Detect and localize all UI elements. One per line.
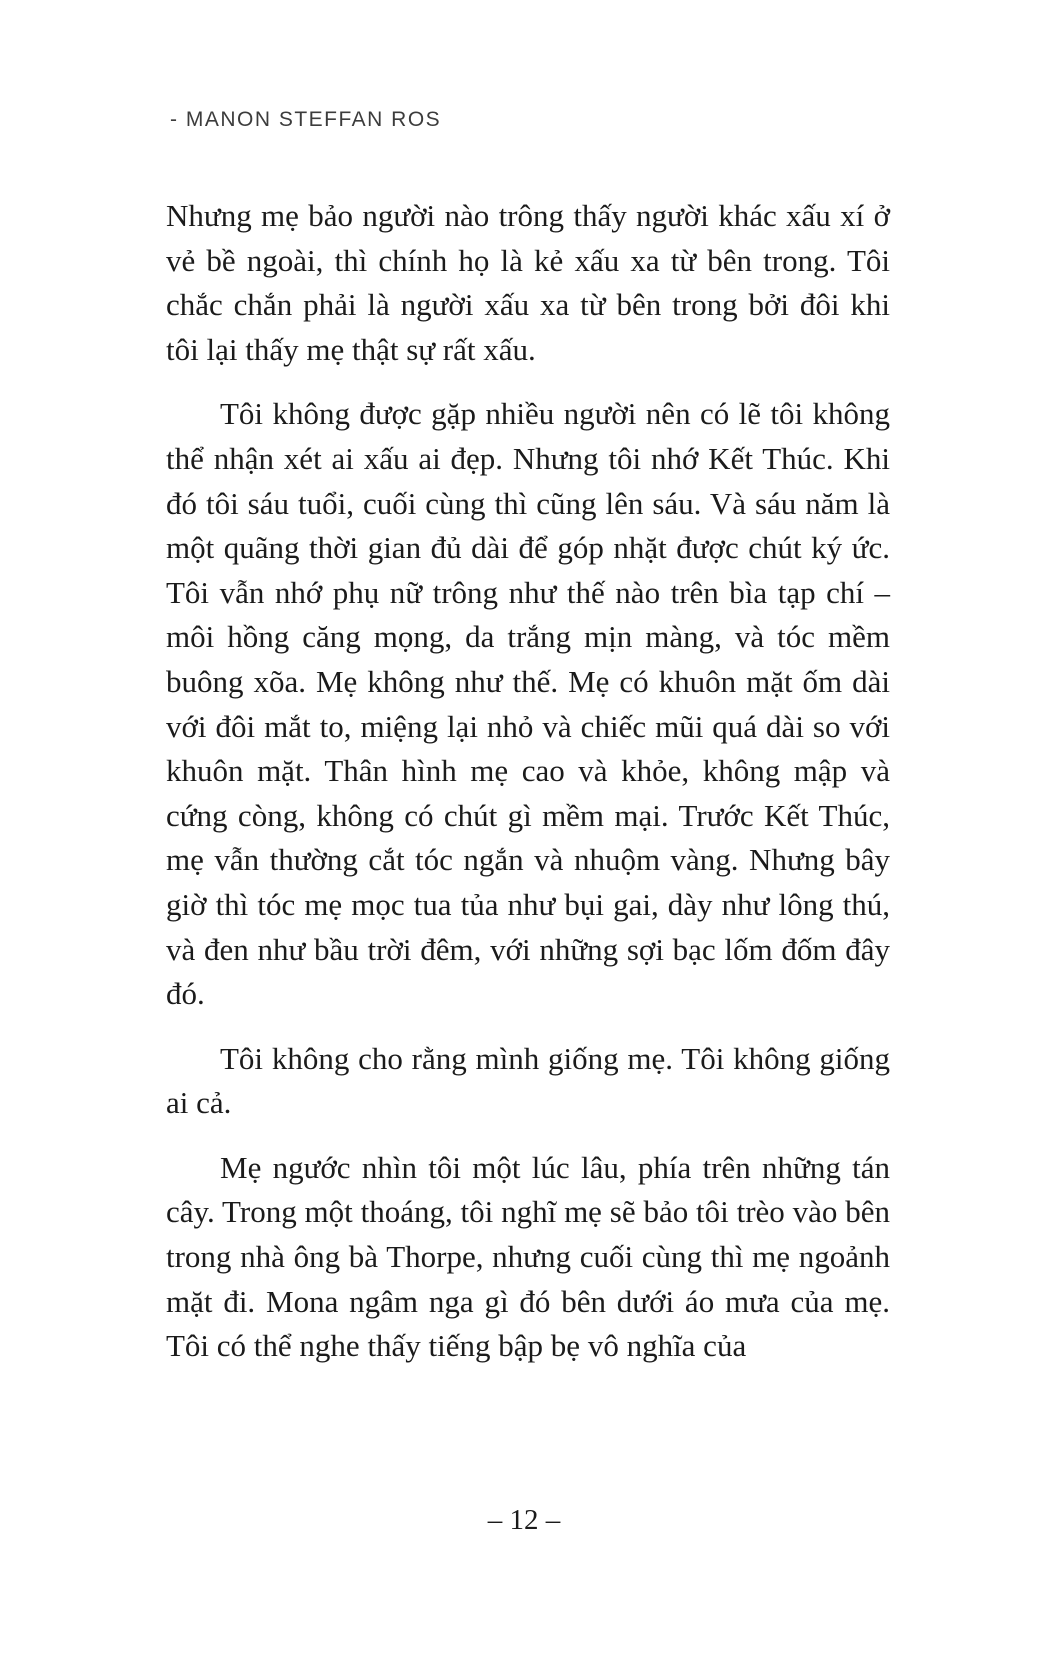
paragraph: Nhưng mẹ bảo người nào trông thấy người khác xấu xí ở vẻ bề ngoài, thì chính họ là kẻ xấu xa từ bên trong. Tôi chắc chắn phải là người xấu xa từ bên trong bởi đôi khi tôi lại thấy mẹ thật sự rất xấu. (166, 198, 890, 367)
running-header-author: - MANON STEFFAN ROS (170, 108, 442, 131)
paragraph: Tôi không cho rằng mình giống mẹ. Tôi không giống ai cả. (166, 1040, 890, 1121)
paragraph: Mẹ ngước nhìn tôi một lúc lâu, phía trên những tán cây. Trong một thoáng, tôi nghĩ mẹ sẽ bảo tôi trèo vào bên trong nhà ông bà Thorpe, nhưng cuối cùng thì mẹ ngoảnh mặt đi. Mona ngâm nga gì đó bên dưới áo mưa của mẹ. Tôi có thể nghe thấy tiếng bập bẹ vô nghĩa của (166, 1149, 890, 1364)
paragraph: Tôi không được gặp nhiều người nên có lẽ tôi không thể nhận xét ai xấu ai đẹp. Nhưng tôi nhớ Kết Thúc. Khi đó tôi sáu tuổi, cuối cùng thì cũng lên sáu. Và sáu năm là một quãng thời gian đủ dài để góp nhặt được chút ký ức. Tôi vẫn nhớ phụ nữ trông như thế nào trên bìa tạp chí – môi hồng căng mọng, da trắng mịn màng, và tóc mềm buông xõa. Mẹ không như thế. Mẹ có khuôn mặt ốm dài với đôi mắt to, miệng lại nhỏ và chiếc mũi quá dài so với khuôn mặt. Thân hình mẹ cao và khỏe, không mập và cứng còng, không có chút gì mềm mại. Trước Kết Thúc, mẹ vẫn thường cắt tóc ngắn và nhuộm vàng. Nhưng bây giờ thì tóc mẹ mọc tua tủa như bụi gai, dày như lông thú, và đen như bầu trời đêm, với những sợi bạc lốm đốm đây đó. (166, 396, 890, 1012)
text-block (166, 194, 890, 1389)
page-number: – 12 – (487, 1504, 561, 1536)
